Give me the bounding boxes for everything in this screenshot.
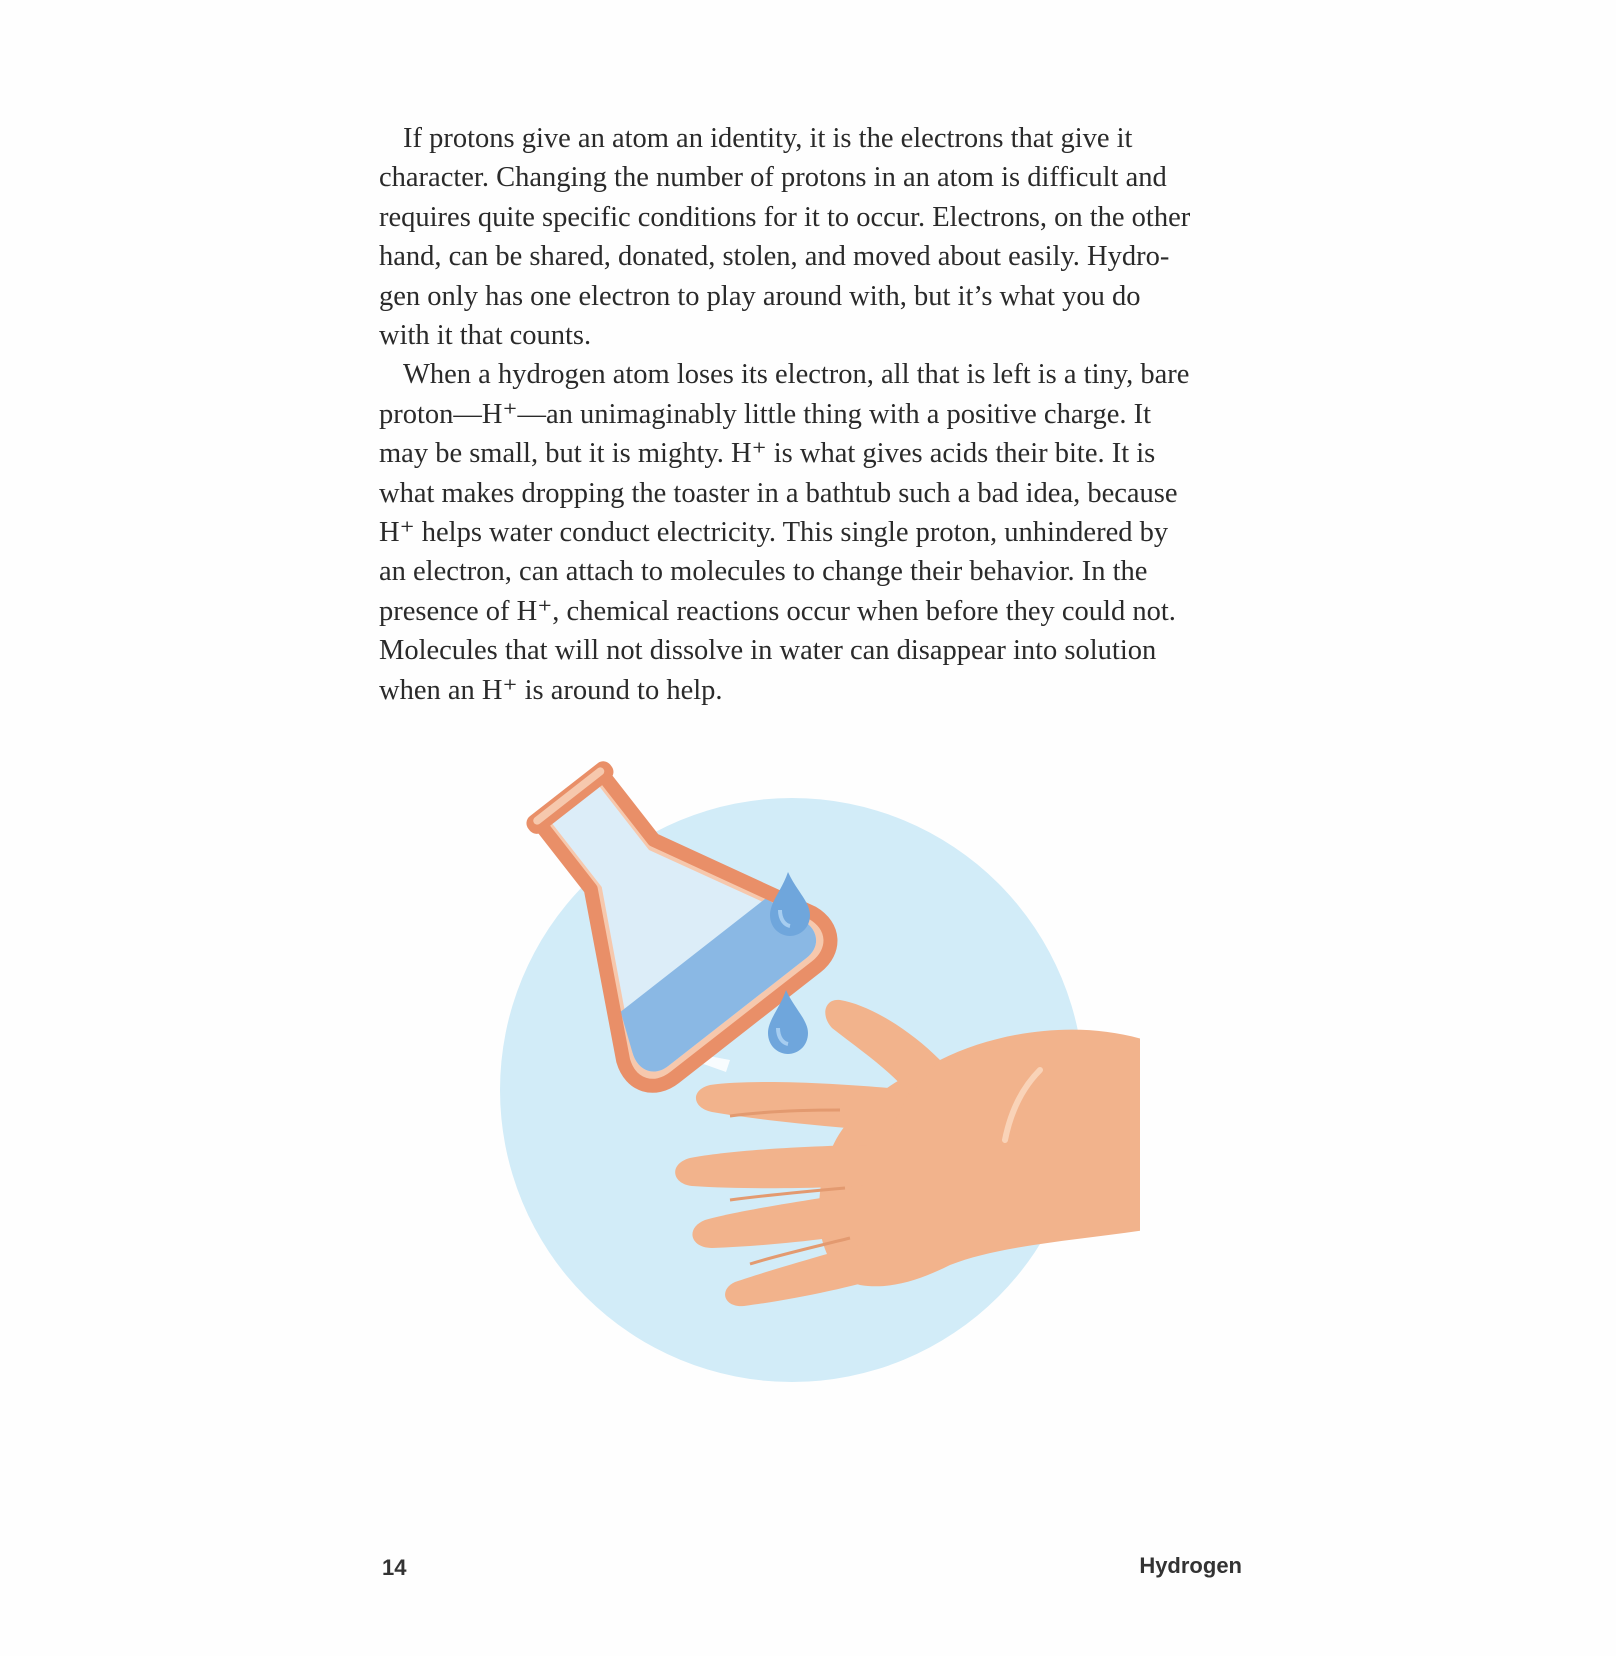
paragraph-1	[379, 119, 1239, 355]
text-line: an electron, can attach to molecules to change their behavior. In the	[379, 556, 1148, 588]
text-line: when an H⁺ is around to help.	[379, 674, 723, 706]
text-line: If protons give an atom an identity, it is the electrons that give it	[403, 123, 1133, 154]
chapter-title: Hydrogen	[1139, 1553, 1242, 1578]
text-line: with it that counts.	[379, 320, 592, 352]
text-line: requires quite specific conditions for it to occur. Electrons, on the other	[379, 201, 1191, 233]
paragraph-2	[379, 355, 1239, 710]
body-text	[379, 119, 1239, 710]
text-line: proton—H⁺—an unimaginably little thing with a positive charge. It	[379, 398, 1152, 430]
text-line: may be small, but it is mighty. H⁺ is what gives acids their bite. It is	[379, 438, 1156, 470]
text-line: what makes dropping the toaster in a bathtub such a bad idea, because	[379, 477, 1178, 509]
page-number: 14	[382, 1555, 407, 1580]
text-line: character. Changing the number of protons in an atom is difficult and	[379, 162, 1167, 194]
text-line: H⁺ helps water conduct electricity. This single proton, unhindered by	[379, 517, 1169, 549]
text-line: presence of H⁺, chemical reactions occur when before they could not.	[379, 595, 1176, 627]
flask-pouring-on-hand-icon	[440, 760, 1140, 1420]
text-line: hand, can be shared, donated, stolen, and moved about easily. Hydro-	[379, 241, 1170, 273]
text-line: gen only has one electron to play around with, but it’s what you do	[379, 280, 1141, 312]
text-line: Molecules that will not dissolve in water can disappear into solution	[379, 635, 1157, 667]
text-line: When a hydrogen atom loses its electron, all that is left is a tiny, bare	[403, 359, 1190, 391]
